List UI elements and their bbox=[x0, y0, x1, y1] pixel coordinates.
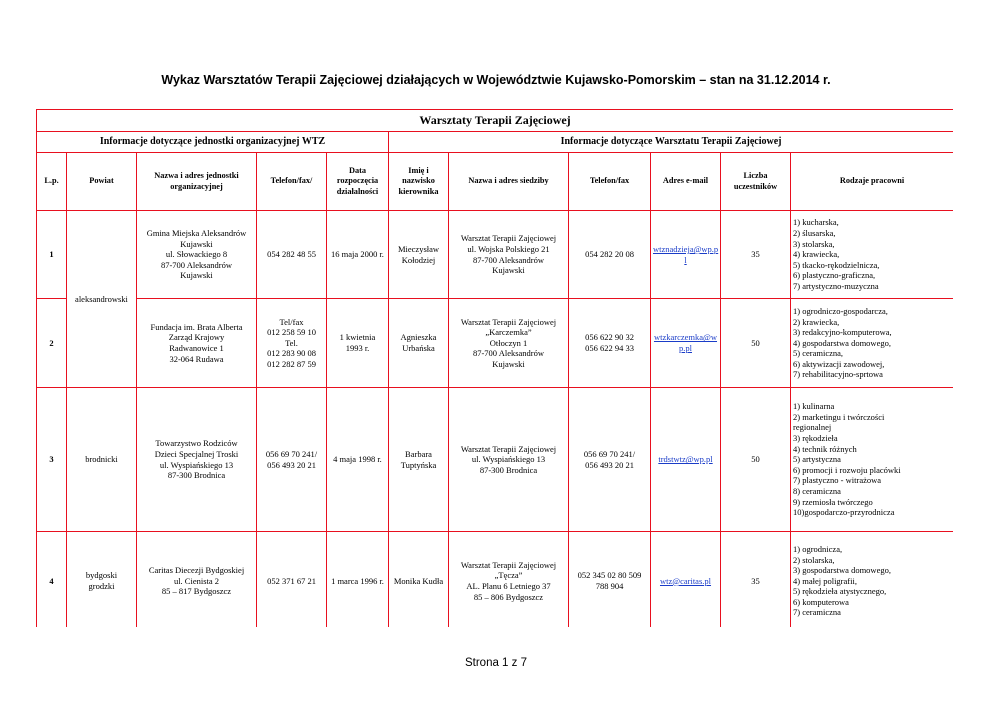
table-row bbox=[37, 532, 954, 628]
text-line: Urbańska bbox=[402, 343, 435, 353]
text-line: Towarzystwo Rodziców bbox=[155, 438, 238, 449]
cell-siedziba bbox=[449, 211, 569, 299]
cell-tel-jednostki bbox=[257, 388, 327, 532]
text-line: 87-300 Brodnica bbox=[479, 464, 538, 475]
text-line: Warsztat Terapii Zajęciowej bbox=[460, 233, 557, 244]
text-line: 3) rękodzieła bbox=[793, 433, 838, 444]
text-line: trdstwtz@wp.pl bbox=[658, 454, 713, 465]
email-link[interactable] bbox=[651, 388, 721, 532]
text-line: 7) rehabilitacyjno-sprtowa bbox=[793, 369, 883, 380]
cell-pracownie bbox=[791, 299, 954, 388]
text-line: Zarząd Krajowy bbox=[168, 332, 225, 343]
cell-powiat: aleksandrowski bbox=[67, 211, 137, 388]
text-line: Caritas Diecezji Bydgoskiej bbox=[148, 565, 245, 576]
text-line: 87-300 Brodnica bbox=[167, 470, 226, 481]
text-line: wtzkarczemka@w bbox=[653, 332, 718, 343]
text-line: 7) plastyczno - witrażowa bbox=[793, 475, 882, 486]
table-title: Warsztaty Terapii Zajęciowej bbox=[37, 110, 954, 132]
text-line: 7) ceramiczna bbox=[793, 607, 841, 618]
cell-jednostka bbox=[137, 532, 257, 628]
cell-powiat bbox=[67, 532, 137, 628]
text-line: 056 69 70 241/ bbox=[583, 448, 636, 459]
cell-liczba: 50 bbox=[721, 388, 791, 532]
cell-data: 1 marca 1996 r. bbox=[327, 532, 389, 628]
header-tel-warsztatu: Telefon/fax bbox=[569, 153, 651, 211]
text-line: 052 345 02 80 509 bbox=[577, 570, 642, 581]
text-line: „Tęcza” bbox=[494, 570, 523, 581]
text-line: Kujawski bbox=[180, 270, 213, 281]
text-line: 2) marketingu i twórczości bbox=[793, 411, 885, 422]
text-line: 85 – 806 Bydgoszcz bbox=[473, 591, 544, 602]
text-line: Tel. bbox=[285, 337, 298, 348]
cell-pracownie bbox=[791, 388, 954, 532]
cell-tel-jednostki bbox=[257, 299, 327, 388]
header-powiat: Powiat bbox=[67, 153, 137, 211]
cell-lp: 2 bbox=[37, 299, 67, 388]
text-line: Fundacja im. Brata Alberta bbox=[150, 321, 243, 332]
text-line: 87-700 Aleksandrów bbox=[472, 254, 545, 265]
text-line: 1) ogrodniczo-gospodarcza, bbox=[793, 305, 888, 316]
text-line: 1) kulinarna bbox=[793, 401, 835, 412]
cell-tel-jednostki: 052 371 67 21 bbox=[257, 532, 327, 628]
text-line: 2) ślusarska, bbox=[793, 228, 836, 239]
table-title-row bbox=[37, 110, 954, 132]
text-line: Agnieszka bbox=[400, 332, 437, 343]
text-line: 87-700 Aleksandrów bbox=[472, 348, 545, 359]
text-line: Kujawski bbox=[492, 265, 525, 276]
text-line: 2) stolarska, bbox=[793, 554, 835, 565]
cell-liczba: 35 bbox=[721, 211, 791, 299]
cell-siedziba bbox=[449, 299, 569, 388]
cell-tel-warsztatu bbox=[569, 299, 651, 388]
text-line: 012 282 87 59 bbox=[267, 358, 316, 369]
text-line: bydgoski bbox=[85, 570, 118, 581]
cell-lp: 1 bbox=[37, 211, 67, 299]
text-line: 5) rękodzieła atystycznego, bbox=[793, 586, 887, 597]
cell-tel-warsztatu bbox=[569, 532, 651, 628]
header-lp: L.p. bbox=[37, 153, 67, 211]
email-link[interactable] bbox=[651, 211, 721, 299]
text-line: 012 258 59 10 bbox=[267, 327, 316, 338]
text-line: 85 – 817 Bydgoszcz bbox=[161, 586, 232, 597]
text-line: „Karczemka” bbox=[485, 327, 532, 338]
text-line: 788 904 bbox=[595, 581, 624, 591]
cell-kierownik bbox=[389, 211, 449, 299]
section-row bbox=[37, 132, 954, 153]
text-line: Tuptyńska bbox=[400, 459, 437, 470]
text-line: 3) redakcyjno-komputerowa, bbox=[793, 327, 892, 338]
text-line: 1 kwietnia bbox=[339, 332, 376, 343]
cell-kierownik bbox=[389, 299, 449, 388]
text-line: 5) artystyczna bbox=[793, 454, 841, 465]
text-line: Otłoczyn 1 bbox=[489, 337, 528, 348]
text-line: ul. Wojska Polskiego 21 bbox=[467, 243, 550, 254]
cell-pracownie bbox=[791, 532, 954, 628]
text-line: 5) tkacko-rękodzielnicza, bbox=[793, 259, 880, 270]
section-left-title: Informacje dotyczące jednostki organizacyjnej WTZ bbox=[37, 132, 389, 153]
text-line: Radwanowice 1 bbox=[169, 343, 224, 353]
email-link[interactable] bbox=[651, 532, 721, 628]
text-line: Gmina Miejska Aleksandrów bbox=[146, 228, 247, 239]
text-line: 6) promocji i rozwoju placówki bbox=[793, 464, 901, 475]
header-siedziba: Nazwa i adres siedziby bbox=[449, 153, 569, 211]
cell-tel-warsztatu bbox=[569, 211, 651, 299]
text-line: 87-700 Aleksandrów bbox=[160, 259, 233, 270]
text-line: Kujawski bbox=[180, 238, 213, 249]
header-data: Data rozpoczęcia działalności bbox=[327, 153, 389, 211]
text-line: 6) plastyczno-graficzna, bbox=[793, 270, 876, 281]
header-liczba: Liczba uczestników bbox=[721, 153, 791, 211]
page-number: Strona 1 z 7 bbox=[464, 657, 527, 669]
table-row bbox=[37, 388, 954, 532]
cell-powiat: brodnicki bbox=[67, 388, 137, 532]
cell-data: 16 maja 2000 r. bbox=[327, 211, 389, 299]
text-line: 056 493 20 21 bbox=[267, 459, 316, 470]
header-tel-jednostki: Telefon/fax/ bbox=[257, 153, 327, 211]
cell-tel-jednostki: 054 282 48 55 bbox=[257, 211, 327, 299]
text-line: Mieczysław bbox=[397, 243, 440, 254]
text-line: 2) krawiecka, bbox=[793, 316, 840, 327]
cell-jednostka bbox=[137, 211, 257, 299]
cell-kierownik: Monika Kudła bbox=[389, 532, 449, 628]
cell-data bbox=[327, 299, 389, 388]
table-row bbox=[37, 299, 954, 388]
text-line: wtz@caritas.pl bbox=[659, 575, 712, 586]
header-email: Adres e-mail bbox=[651, 153, 721, 211]
wtz-table bbox=[36, 109, 953, 627]
header-kierownik: Imię i nazwisko kierownika bbox=[389, 153, 449, 211]
text-line: Kujawski bbox=[492, 358, 525, 369]
header-row bbox=[37, 153, 954, 211]
text-line: grodzki bbox=[88, 581, 115, 591]
text-line: 32-064 Rudawa bbox=[169, 353, 224, 364]
cell-data: 4 maja 1998 r. bbox=[327, 388, 389, 532]
text-line: wtznadzieja@wp.p bbox=[653, 243, 719, 254]
text-line: regionalnej bbox=[793, 422, 832, 433]
text-line: 1993 r. bbox=[345, 343, 370, 353]
text-line: Warsztat Terapii Zajęciowej bbox=[460, 316, 557, 327]
text-line: Warsztat Terapii Zajęciowej bbox=[460, 443, 557, 454]
text-line: Barbara bbox=[405, 448, 432, 459]
table-row bbox=[37, 211, 954, 299]
text-line: 1) ogrodnicza, bbox=[793, 543, 843, 554]
document-title: Wykaz Warsztatów Terapii Zajęciowej działających w Województwie Kujawsko-Pomorskim – stan na 31.12.2014 r. bbox=[161, 73, 831, 87]
text-line: 7) artystyczno-muzyczna bbox=[793, 280, 879, 291]
cell-jednostka bbox=[137, 388, 257, 532]
text-line: 4) technik różnych bbox=[793, 443, 857, 454]
text-line: 10)gospodarczo-przyrodnicza bbox=[793, 507, 895, 518]
text-line: Tel/fax bbox=[279, 316, 304, 327]
cell-pracownie bbox=[791, 211, 954, 299]
cell-liczba: 35 bbox=[721, 532, 791, 628]
text-line: Kołodziej bbox=[401, 254, 436, 265]
text-line: 1) kucharska, bbox=[793, 217, 839, 228]
text-line: Warsztat Terapii Zajęciowej bbox=[460, 559, 557, 570]
text-line: 054 282 20 08 bbox=[585, 249, 634, 260]
cell-jednostka bbox=[137, 299, 257, 388]
text-line: 4) krawiecka, bbox=[793, 249, 840, 260]
text-line: 056 622 94 33 bbox=[585, 343, 634, 353]
text-line: 056 493 20 21 bbox=[585, 459, 634, 470]
cell-tel-warsztatu bbox=[569, 388, 651, 532]
email-link[interactable] bbox=[651, 299, 721, 388]
text-line: 8) ceramiczna bbox=[793, 485, 841, 496]
text-line: 5) ceramiczna, bbox=[793, 348, 844, 359]
text-line: 3) stolarska, bbox=[793, 238, 835, 249]
section-right-title: Informacje dotyczące Warsztatu Terapii Zajęciowej bbox=[389, 132, 954, 153]
cell-liczba: 50 bbox=[721, 299, 791, 388]
text-line: ul. Słowackiego 8 bbox=[165, 249, 228, 260]
header-jednostka: Nazwa i adres jednostki organizacyjnej bbox=[137, 153, 257, 211]
text-line: 6) aktywizacji zawodowej, bbox=[793, 358, 885, 369]
text-line: AL. Planu 6 Letniego 37 bbox=[466, 581, 551, 591]
cell-lp: 3 bbox=[37, 388, 67, 532]
text-line: 056 622 90 32 bbox=[585, 332, 634, 343]
text-line: 4) małej poligrafii, bbox=[793, 575, 857, 586]
cell-lp: 4 bbox=[37, 532, 67, 628]
cell-kierownik bbox=[389, 388, 449, 532]
text-line: 6) komputerowa bbox=[793, 596, 849, 607]
text-line: Dzieci Specjalnej Troski bbox=[154, 448, 239, 459]
text-line: ul. Wyspiańskiego 13 bbox=[471, 454, 546, 465]
cell-siedziba bbox=[449, 532, 569, 628]
text-line: l bbox=[684, 254, 687, 265]
text-line: 4) gospodarstwa domowego, bbox=[793, 337, 891, 348]
text-line: ul. Wyspiańskiego 13 bbox=[159, 459, 234, 470]
text-line: 9) rzemiosła twórczego bbox=[793, 496, 873, 507]
text-line: 3) gospodarstwa domowego, bbox=[793, 565, 891, 576]
text-line: ul. Cienista 2 bbox=[173, 575, 220, 586]
text-line: 012 283 90 08 bbox=[267, 348, 316, 359]
cell-siedziba bbox=[449, 388, 569, 532]
text-line: 056 69 70 241/ bbox=[265, 448, 318, 459]
wtz-table-container bbox=[36, 109, 953, 627]
text-line: p.pl bbox=[679, 343, 692, 353]
header-pracownie: Rodzaje pracowni bbox=[791, 153, 954, 211]
